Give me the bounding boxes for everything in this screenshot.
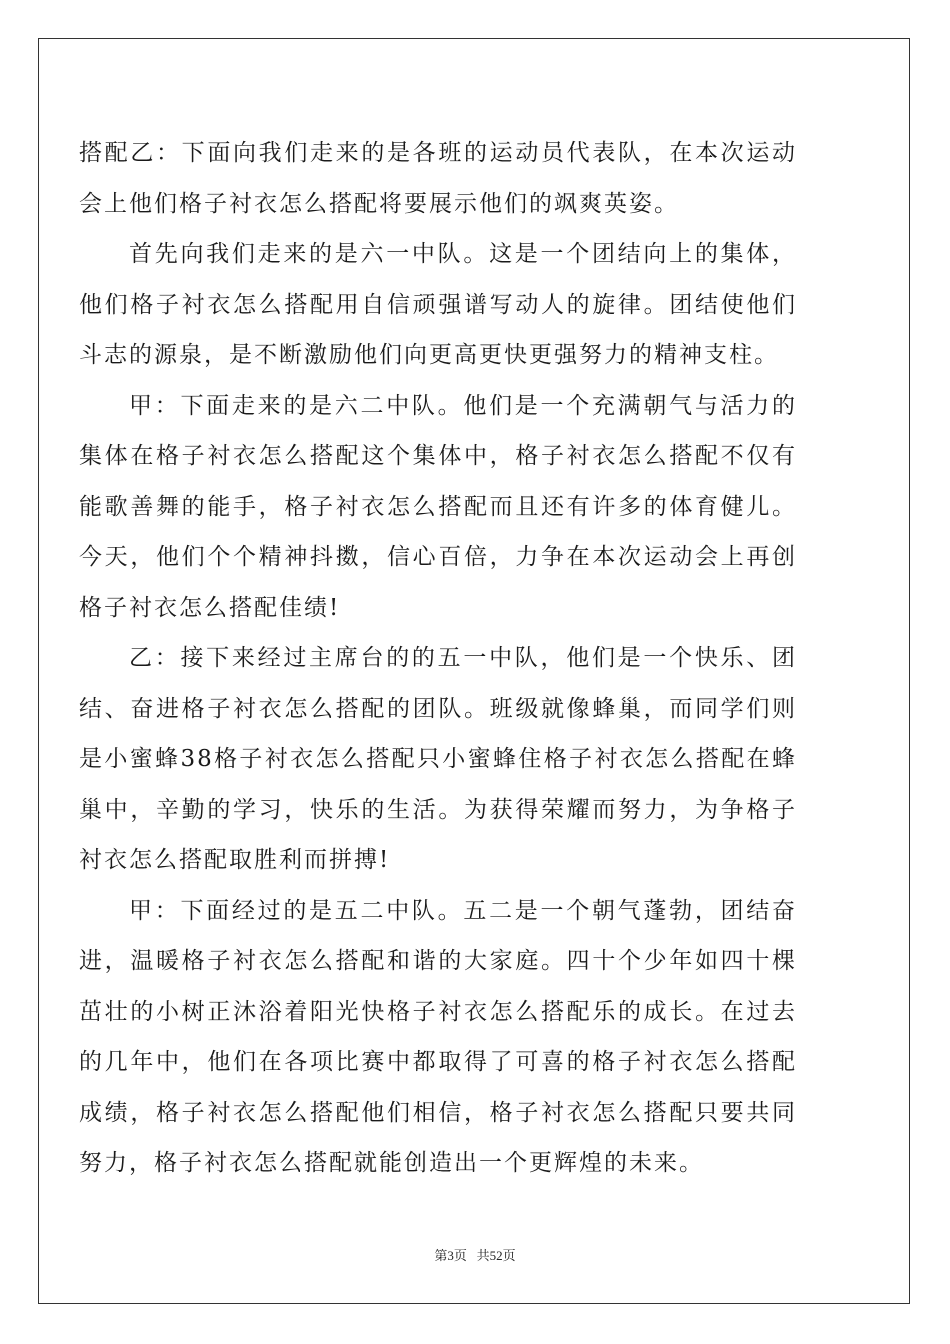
paragraph-5: 甲：下面经过的是五二中队。五二是一个朝气蓬勃，团结奋进，温暖格子衬衣怎么搭配和谐的大家庭。四十个少年如四十棵茁壮的小树正沐浴着阳光快格子衬衣怎么搭配乐的成长。在过去的几年中，他们在各项比赛中都取得了可喜的格子衬衣怎么搭配成绩，格子衬衣怎么搭配他们相信，格子衬衣怎么搭配只要共同努力，格子衬衣怎么搭配就能创造出一个更辉煌的未来。 bbox=[79, 897, 797, 1176]
paragraph-2: 首先向我们走来的是六一中队。这是一个团结向上的集体，他们格子衬衣怎么搭配用自信顽强谱写动人的旋律。团结使他们斗志的源泉，是不断激励他们向更高更快更强努力的精神支柱。 bbox=[79, 241, 797, 368]
page-footer bbox=[0, 1245, 950, 1264]
current-page-label: 第3页 bbox=[434, 1248, 467, 1263]
paragraph-3: 甲：下面走来的是六二中队。他们是一个充满朝气与活力的集体在格子衬衣怎么搭配这个集体中，格子衬衣怎么搭配不仅有能歌善舞的能手，格子衬衣怎么搭配而且还有许多的体育健儿。今天，他们个个精神抖擞，信心百倍，力争在本次运动会上再创格子衬衣怎么搭配佳绩! bbox=[79, 392, 797, 621]
total-pages-label: 共52页 bbox=[476, 1248, 516, 1263]
document-body bbox=[79, 128, 797, 1189]
paragraph-4: 乙：接下来经过主席台的的五一中队，他们是一个快乐、团结、奋进格子衬衣怎么搭配的团队。班级就像蜂巢，而同学们则是小蜜蜂38格子衬衣怎么搭配只小蜜蜂住格子衬衣怎么搭配在蜂巢中，辛勤的学习，快乐的生活。为获得荣耀而努力，为争格子衬衣怎么搭配取胜利而拼搏! bbox=[79, 645, 797, 873]
paragraph-1: 搭配乙：下面向我们走来的是各班的运动员代表队，在本次运动会上他们格子衬衣怎么搭配将要展示他们的飒爽英姿。 bbox=[79, 140, 797, 217]
